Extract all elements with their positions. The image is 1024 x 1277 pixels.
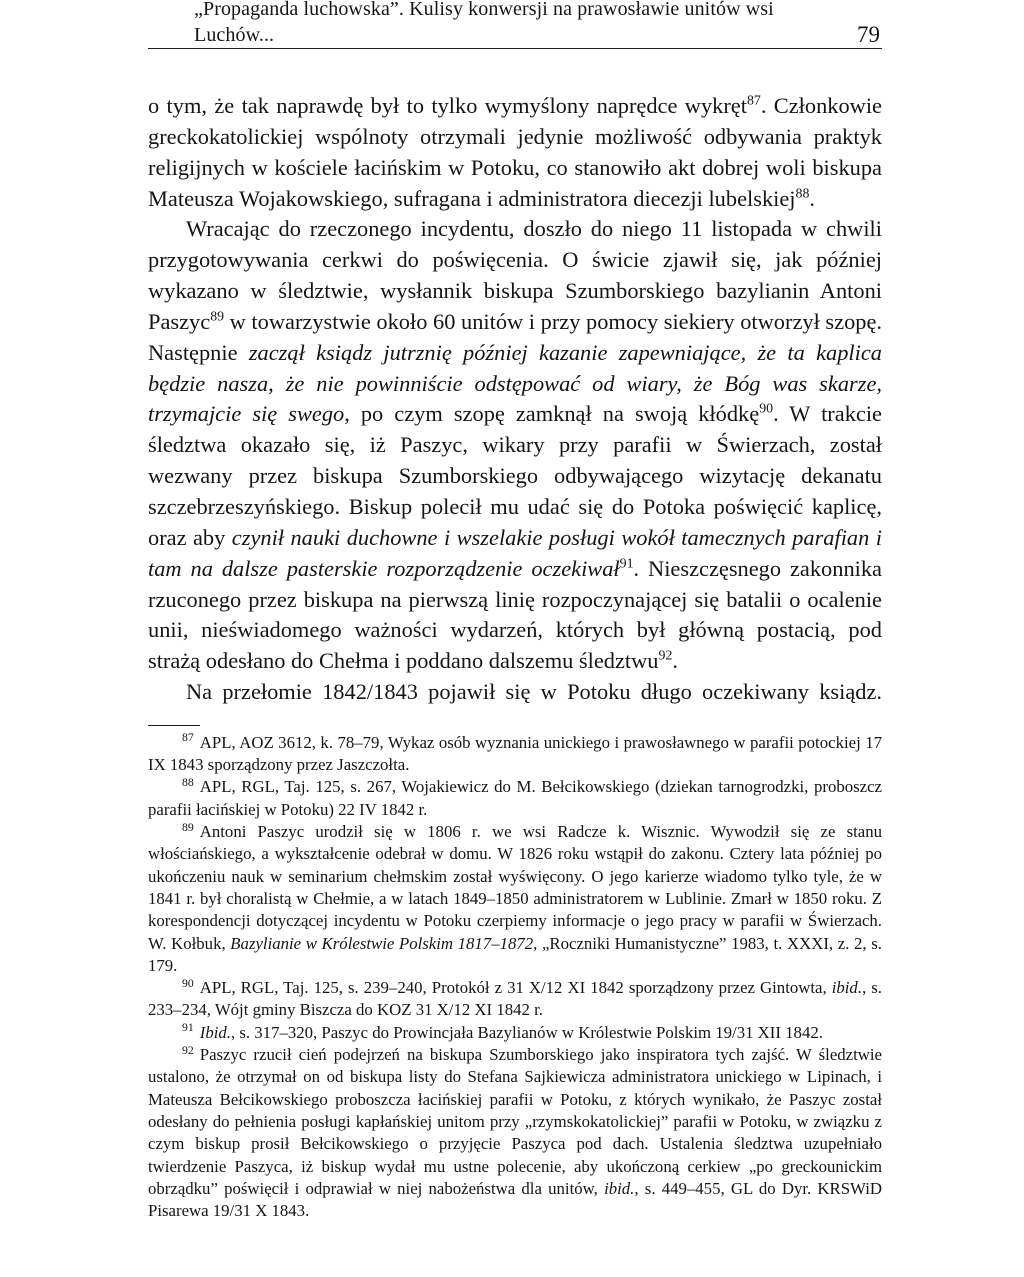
text-run: Wracając do rzeczonego incydentu, doszło do niego 11 listopada w chwili przygotowywania cerkwi do poświęcenia. O świcie zjawił się, jak później wykazano w śledztwie, wysłannik biskupa Szumborskiego bazylianin Antoni Paszyc xyxy=(148,216,882,334)
footnote-number: 88 xyxy=(182,776,194,790)
page xyxy=(148,0,882,1222)
footnote-ref-90[interactable]: 90 xyxy=(759,401,774,417)
text-run: . xyxy=(672,648,678,674)
footnote-text: , „Roczniki Humanistyczne” 1983, t. XXXI, z. 2, s. 179. xyxy=(148,933,882,975)
book-title: Bazylianie w Królestwie Polskim 1817–1872 xyxy=(230,933,534,953)
footnote-text: Antoni Paszyc urodził się w 1806 r. we wsi Radcze k. Wisznic. Wywodził się ze stanu włościańskiego, a wykształcenie odebrał w domu. W 1826 roku wstąpił do zakonu. Cztery lata później po ukończeniu nauk w seminarium chełmskim został wyświęcony. O jego karierze wiadomo tylko tyle, że w 1841 r. był choralistą w Chełmie, a w latach 1849–1850 administratorem w Lublinie. Zmarł w 1850 roku. Z korespondencji dotyczącej incydentu w Potoku czerpiemy informacje o jego pracy w parafii w Świerzach. W. Kołbuk, xyxy=(148,822,882,953)
text-run: w towarzystwie około 60 unitów i przy pomocy siekiery otworzył szopę. Następnie xyxy=(148,308,882,365)
footnote-number: 91 xyxy=(182,1021,194,1035)
paragraph-3: Na przełomie 1842/1843 pojawił się w Potoku długo oczekiwany ksiądz. xyxy=(186,679,882,705)
text-run: o tym, że tak naprawdę był to tylko wymyślony naprędce wykręt xyxy=(148,93,747,118)
footnotes xyxy=(148,732,882,1223)
footnote-text: , s. 449–455, GL do Dyr. KRSWiD Pisarewa 19/31 X 1843. xyxy=(148,1178,882,1221)
footnote-ref-88[interactable]: 88 xyxy=(795,185,810,201)
footnote-text: Paszyc rzucił cień podejrzeń na biskupa Szumborskiego jako inspiratora tych zajść. W śledztwie ustalono, że otrzymał on od biskupa listy do Stefana Sajkiewicza administratora unickiego w Lipinach, i Mateusza Bełcikowskiego proboszcza łacińskiej parafii w Potoku, z których wynikało, że Paszyc został odesłany do pełnienia posługi kapłańskiej unitom przy „rzymskokatolickiej” parafii w Potoku, w związku z czym biskup prosił Bełcikowskiego o przyjęcie Paszyca pod dach. Ustalenia śledztwa uzupełniało twierdzenie Paszyca, iż biskup wydał mu ustne polecenie, aby ukończoną cerkiew „po greckounickim obrządku” poświęcił i odprawiał w niej nabożeństwa dla unitów, xyxy=(148,1045,882,1198)
footnote-text: APL, RGL, Taj. 125, s. 239–240, Protokół z 31 X/12 XI 1842 sporządzony przez Gintowta, xyxy=(199,978,832,998)
footnote-87 xyxy=(148,732,882,777)
footnote-89 xyxy=(148,821,882,977)
text-run: . Członkowie greckokatolickiej wspólnoty otrzymali jedynie możliwość odbywania praktyk religijnych w kościele łacińskim w Potoku, co stanowiło akt dobrej woli biskupa Mateusza Wojakowskiego, sufragana i administratora diecezji lubelskiej xyxy=(148,93,882,211)
footnote-ref-87[interactable]: 87 xyxy=(746,93,761,109)
footnote-number: 90 xyxy=(182,976,194,990)
footnote-text: , s. 317–320, Paszyc do Prowincjała Bazylianów w Królestwie Polskim 19/31 XII 1842. xyxy=(230,1022,823,1042)
footnote-number: 87 xyxy=(182,731,194,745)
footnote-number: 89 xyxy=(182,820,194,834)
quotation-italic: zaczął ksiądz jutrznię później kazanie zapewniające, że ta kaplica będzie nasza, że nie powinniście odstępować od wiary, że Bóg was skarze, trzymajcie się swego xyxy=(148,339,882,427)
text-run: . Nieszczęsnego zakonnika rzuconego przez biskupa na pierwszą linię rozpoczynającej się batalii o ocalenie unii, nieświadomego ważności wydarzeń, których był główną postacią, pod strażą odesłano do Chełma i poddano dalszemu śledztwu xyxy=(148,555,882,674)
footnote-text: APL, RGL, Taj. 125, s. 267, Wojakiewicz do M. Bełcikowskiego (dziekan tarnogrodzki, proboszcz parafii łacińskiej w Potoku) 22 IV 1842 r. xyxy=(148,777,882,819)
ibid-italic: ibid. xyxy=(831,978,863,998)
running-head-title: „Propaganda luchowska”. Kulisy konwersji na prawosławie unitów wsi Luchów... xyxy=(194,0,774,46)
footnote-92 xyxy=(148,1044,882,1222)
main-text xyxy=(148,91,882,708)
text-run: . W trakcie śledztwa okazało się, iż Paszyc, wikary przy parafii w Świerzach, został wezwany przez biskupa Szumborskiego odbywającego wizytację dekanatu szczebrzeszyńskiego. Biskup polecił mu udać się do Potoka poświęcić kaplicę, oraz aby xyxy=(148,401,882,550)
footnote-ref-89[interactable]: 89 xyxy=(210,309,225,325)
footnote-91 xyxy=(148,1022,882,1044)
footnote-90 xyxy=(148,977,882,1022)
footnote-text: APL, AOZ 3612, k. 78–79, Wykaz osób wyznania unickiego i prawosławnego w parafii potockiej 17 IX 1843 sporządzony przez Jaszczołta. xyxy=(148,732,882,775)
footnote-separator xyxy=(148,725,200,726)
ibid-italic: ibid. xyxy=(604,1178,635,1198)
page-number: 79 xyxy=(857,22,880,47)
paragraph-2 xyxy=(148,214,882,677)
text-run: . xyxy=(809,185,816,211)
paragraph-1 xyxy=(148,91,882,214)
running-head xyxy=(148,0,882,49)
text-run: , po czym szopę zamknął na swoją kłódkę xyxy=(344,401,760,427)
footnote-text: , s. 233–234, Wójt gminy Biszcza do KOZ 31 X/12 XI 1842 r. xyxy=(148,978,882,1020)
footnote-number: 92 xyxy=(182,1043,194,1057)
footnote-ref-91[interactable]: 91 xyxy=(619,556,634,572)
footnote-88 xyxy=(148,776,882,821)
quotation-italic: czynił nauki duchowne i wszelakie posługi wokół tamecznych parafian i tam na dalsze pasterskie rozporządzenie oczekiwał xyxy=(148,524,882,581)
ibid-italic: Ibid. xyxy=(199,1022,231,1042)
footnote-ref-92[interactable]: 92 xyxy=(658,648,673,664)
